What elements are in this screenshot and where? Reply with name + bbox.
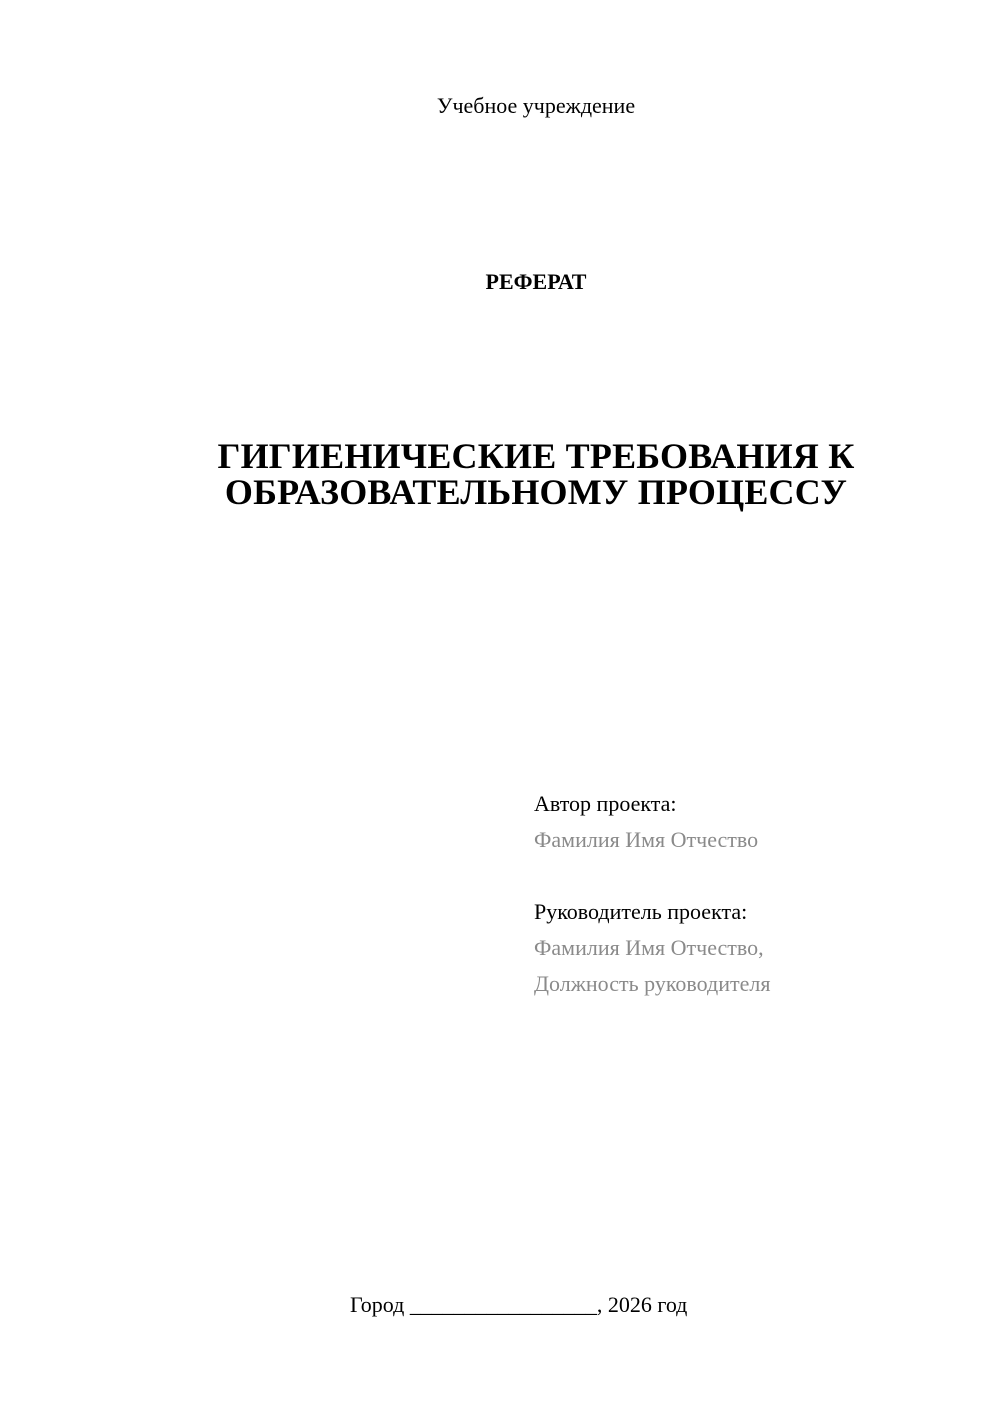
author-label: Автор проекта: xyxy=(534,791,677,816)
supervisor-label: Руководитель проекта: xyxy=(534,899,748,924)
author-block xyxy=(534,786,974,858)
title-line-1: ГИГИЕНИЧЕСКИЕ ТРЕБОВАНИЯ К xyxy=(217,436,855,476)
document-type: РЕФЕРАТ xyxy=(485,269,587,294)
author-name: Фамилия Имя Отчество xyxy=(534,827,759,852)
supervisor-block xyxy=(534,894,974,1002)
supervisor-name: Фамилия Имя Отчество, xyxy=(534,935,764,960)
supervisor-position: Должность руководителя xyxy=(534,971,771,996)
title-line-2: ОБРАЗОВАТЕЛЬНОМУ ПРОЦЕССУ xyxy=(224,472,848,512)
city-year-line: Город _________________, 2026 год xyxy=(350,1292,688,1317)
institution-name: Учебное учреждение xyxy=(436,93,636,118)
document-title xyxy=(0,438,1000,510)
